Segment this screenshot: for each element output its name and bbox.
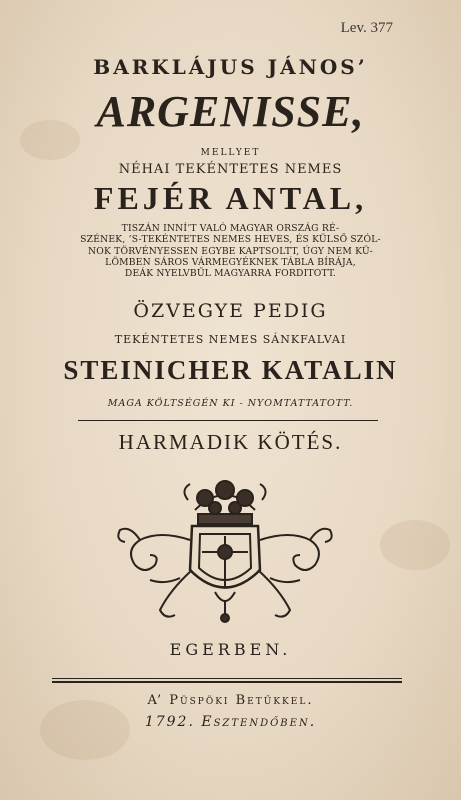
honorific-line-2: TEKÉNTETES NEMES SÁNKFALVAI xyxy=(114,333,347,346)
printer-line: A’ Püspöki Betűkkel. xyxy=(147,693,314,708)
imprint-rule-thin xyxy=(52,678,402,679)
divider-rule xyxy=(78,420,378,421)
shelfmark: Lev. 377 xyxy=(340,20,393,36)
publisher-note: MAGA KÖLTSÉGÉN KI - NYOMTATTATOTT. xyxy=(107,398,354,409)
translator-description xyxy=(0,223,461,279)
book-title: ARGENISSE, xyxy=(96,87,365,136)
place-of-printing: EGERBEN. xyxy=(169,640,292,659)
imprint-rule-thick xyxy=(52,681,402,683)
publisher-name: STEINICHER KATALIN xyxy=(63,355,398,385)
widow-line: ÖZVEGYE PEDIG xyxy=(133,300,328,322)
volume-label: HARMADIK KÖTÉS. xyxy=(118,430,343,454)
year-line: 1792. Esztendőben. xyxy=(144,714,317,730)
floral-vignette-icon xyxy=(110,470,340,630)
description-line: SZÉNEK, ’S-TEKÉNTETES NEMES HEVES, ÉS KÜLSŐ SZÓL- xyxy=(80,234,381,246)
description-line: LÖMBEN SÁROS VÁRMEGYÉKNEK TÁBLA BÍRÁJA, xyxy=(105,256,356,268)
intro-word: MELLYET xyxy=(200,148,261,158)
honorific-line-1: NÉHAI TEKÉNTETES NEMES xyxy=(118,162,343,177)
description-line: TISZÁN INNÍ’T VALÓ MAGYAR ORSZÁG RÉ- xyxy=(121,223,340,234)
paper-stain xyxy=(380,520,450,570)
description-line: NOK TÖRVÉNYESSEN EGYBE KAPTSOLTT, ÚGY NEM KÜ- xyxy=(88,245,373,257)
paper-stain xyxy=(40,700,130,760)
description-line: DEÁK NYELVBŰL MAGYARRA FORDITOTT. xyxy=(124,268,337,280)
translator-name: FEJÉR ANTAL, xyxy=(93,180,368,216)
author-line: BARKLÁJUS JÁNOS’ xyxy=(93,55,368,79)
